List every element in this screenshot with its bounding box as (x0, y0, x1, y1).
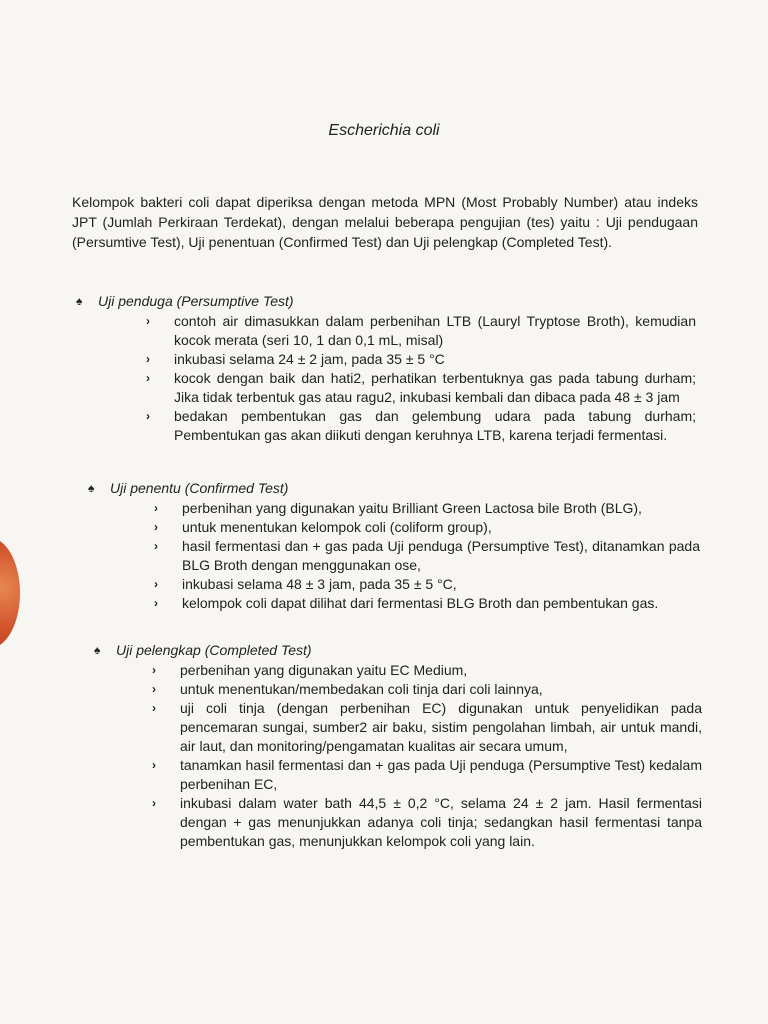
list-item: › inkubasi dalam water bath 44,5 ± 0,2 °C, selama 24 ± 2 jam. Hasil fermentasi dengan + gas menunjukkan adanya coli tinja; sedangkan hasil fermentasi tanpa pembentukan gas, menunjukkan kelompok coli yang lain. (152, 795, 702, 849)
list-item: › untuk menentukan kelompok coli (coliform group), (154, 519, 492, 535)
list-item: › tanamkan hasil fermentasi dan + gas pada Uji penduga (Persumptive Test) kedalam perbenihan EC, (152, 757, 702, 792)
arrow-bullet-icon: › (152, 758, 156, 772)
arrow-bullet-icon: › (152, 663, 156, 677)
section-uji-penduga (76, 292, 696, 445)
section-item-list (146, 312, 696, 445)
arrow-bullet-icon: › (154, 501, 158, 515)
document-title: Escherichia coli (328, 122, 440, 139)
arrow-bullet-icon: › (152, 682, 156, 696)
section-uji-penentu (88, 479, 700, 613)
section-item-list (154, 499, 700, 613)
arrow-bullet-icon: › (154, 539, 158, 553)
arrow-bullet-icon: › (146, 371, 150, 385)
arrow-bullet-icon: › (154, 520, 158, 534)
spade-bullet-icon: ♠ (94, 643, 101, 657)
intro-paragraph: Kelompok bakteri coli dapat diperiksa dengan metoda MPN (Most Probably Number) atau indeks JPT (Jumlah Perkiraan Terdekat), dengan melalui beberapa pengujian (tes) yaitu : Uji pendugaan (Persumtive Test), Uji penentuan (Confirmed Test) dan Uji pelengkap (Completed Test). (72, 194, 698, 250)
section-heading-text: Uji pelengkap (Completed Test) (116, 642, 312, 658)
arrow-bullet-icon: › (146, 314, 150, 328)
section-heading-text: Uji penduga (Persumptive Test) (98, 293, 294, 309)
arrow-bullet-icon: › (146, 409, 150, 423)
section-item-list (152, 661, 702, 851)
list-item: › kocok dengan baik dan hati2, perhatikan terbentuknya gas pada tabung durham; Jika tidak terbentuk gas atau ragu2, inkubasi kembali dan dibaca pada 48 ± 3 jam (146, 370, 696, 405)
section-heading (76, 292, 696, 310)
section-heading (94, 641, 702, 659)
section-uji-pelengkap (94, 641, 702, 851)
list-item: › untuk menentukan/membedakan coli tinja dari coli lainnya, (152, 681, 543, 697)
spade-bullet-icon: ♠ (76, 294, 83, 308)
spade-bullet-icon: ♠ (88, 481, 95, 495)
arrow-bullet-icon: › (152, 796, 156, 810)
list-item: › contoh air dimasukkan dalam perbenihan LTB (Lauryl Tryptose Broth), kemudian kocok merata (seri 10, 1 dan 0,1 mL, misal) (146, 313, 696, 348)
arrow-bullet-icon: › (152, 701, 156, 715)
arrow-bullet-icon: › (154, 596, 158, 610)
list-item: › hasil fermentasi dan + gas pada Uji penduga (Persumptive Test), ditanamkan pada BLG Broth dengan menggunakan ose, (154, 538, 700, 573)
arrow-bullet-icon: › (154, 577, 158, 591)
section-heading-text: Uji penentu (Confirmed Test) (110, 480, 289, 496)
list-item: › inkubasi selama 24 ± 2 jam, pada 35 ± 5 °C (146, 351, 445, 367)
list-item: › uji coli tinja (dengan perbenihan EC) digunakan untuk penyelidikan pada pencemaran sungai, sumber2 air baku, sistim pengolahan limbah, air untuk mandi, air laut, dan monitoring/pengamatan kualitas air secara umum, (152, 700, 702, 754)
list-item: › bedakan pembentukan gas dan gelembung udara pada tabung durham; Pembentukan gas akan diikuti dengan keruhnya LTB, karena terjadi fermentasi. (146, 408, 696, 443)
list-item: › kelompok coli dapat dilihat dari fermentasi BLG Broth dan pembentukan gas. (154, 595, 659, 611)
list-item: › inkubasi selama 48 ± 3 jam, pada 35 ± 5 °C, (154, 576, 457, 592)
list-item: › perbenihan yang digunakan yaitu Brilliant Green Lactosa bile Broth (BLG), (154, 500, 642, 516)
section-heading (88, 479, 700, 497)
list-item: › perbenihan yang digunakan yaitu EC Medium, (152, 662, 468, 678)
red-apple-object (0, 538, 20, 648)
arrow-bullet-icon: › (146, 352, 150, 366)
